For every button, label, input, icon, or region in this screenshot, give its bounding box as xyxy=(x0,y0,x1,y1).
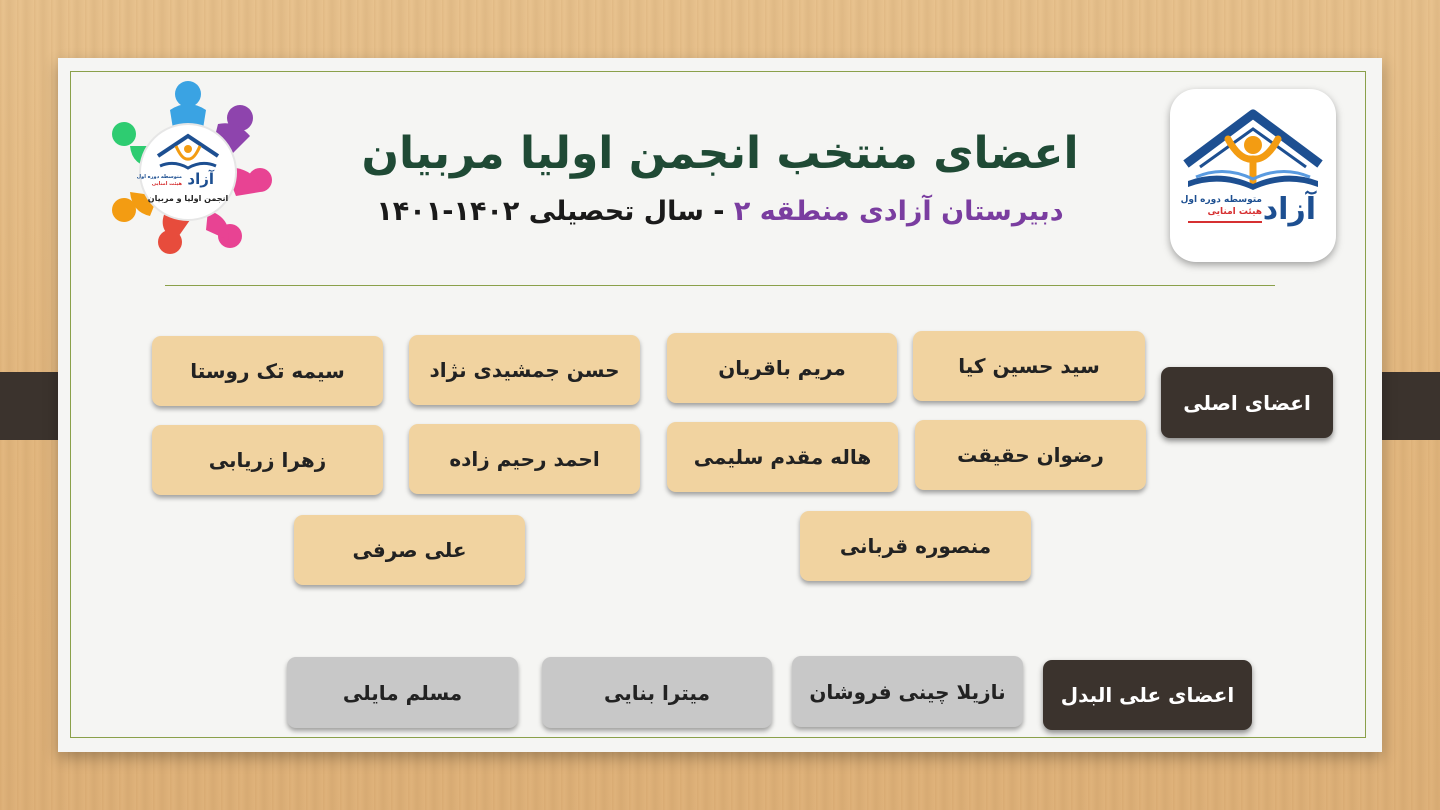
main-members-label: اعضای اصلی xyxy=(1161,367,1333,438)
member-card: علی صرفی xyxy=(294,515,525,585)
member-card: زهرا زریابی xyxy=(152,425,383,495)
page-subtitle xyxy=(300,196,1140,227)
member-card: سیمه تک روستا xyxy=(152,336,383,406)
association-logo xyxy=(110,80,276,258)
member-card: رضوان حقیقت xyxy=(915,420,1146,490)
member-card: حسن جمشیدی نژاد xyxy=(409,335,640,405)
member-card: احمد رحیم زاده xyxy=(409,424,640,494)
member-card: مریم باقریان xyxy=(667,333,897,403)
alternate-member-card: میترا بنایی xyxy=(542,657,772,728)
member-card: هاله مقدم سلیمی xyxy=(667,422,898,492)
book-roof-logo-icon xyxy=(1170,89,1336,262)
subtitle-school: دبیرستان آزادی منطقه ۲ xyxy=(733,196,1064,227)
subtitle-separator: - xyxy=(703,196,734,227)
page-title: اعضای منتخب انجمن اولیا مربیان xyxy=(361,128,1079,179)
left-logo-line2-text: هیئت امنایی xyxy=(151,181,182,187)
subtitle-year: سال تحصیلی ۱۴۰۲-۱۴۰۱ xyxy=(376,196,704,227)
left-logo-line1-text: متوسطه دوره اول xyxy=(136,174,182,180)
title-divider xyxy=(165,285,1275,286)
people-circle-logo-icon xyxy=(110,80,276,258)
left-logo-name-text: آزاد xyxy=(187,170,214,188)
alternate-members-label: اعضای علی البدل xyxy=(1043,660,1252,730)
member-card: سید حسین کیا xyxy=(913,331,1145,401)
left-logo-caption-text: انجمن اولیا و مربیان xyxy=(147,194,229,203)
alternate-member-card: مسلم مایلی xyxy=(287,657,518,728)
alternate-member-card: نازیلا چینی فروشان xyxy=(792,656,1023,727)
logo-line2-text: هیئت امنایی xyxy=(1207,207,1262,217)
member-card: منصوره قربانی xyxy=(800,511,1031,581)
logo-line1-text: متوسطه دوره اول xyxy=(1180,195,1262,205)
logo-name-text: آزاد xyxy=(1262,192,1316,227)
school-logo xyxy=(1170,89,1336,262)
